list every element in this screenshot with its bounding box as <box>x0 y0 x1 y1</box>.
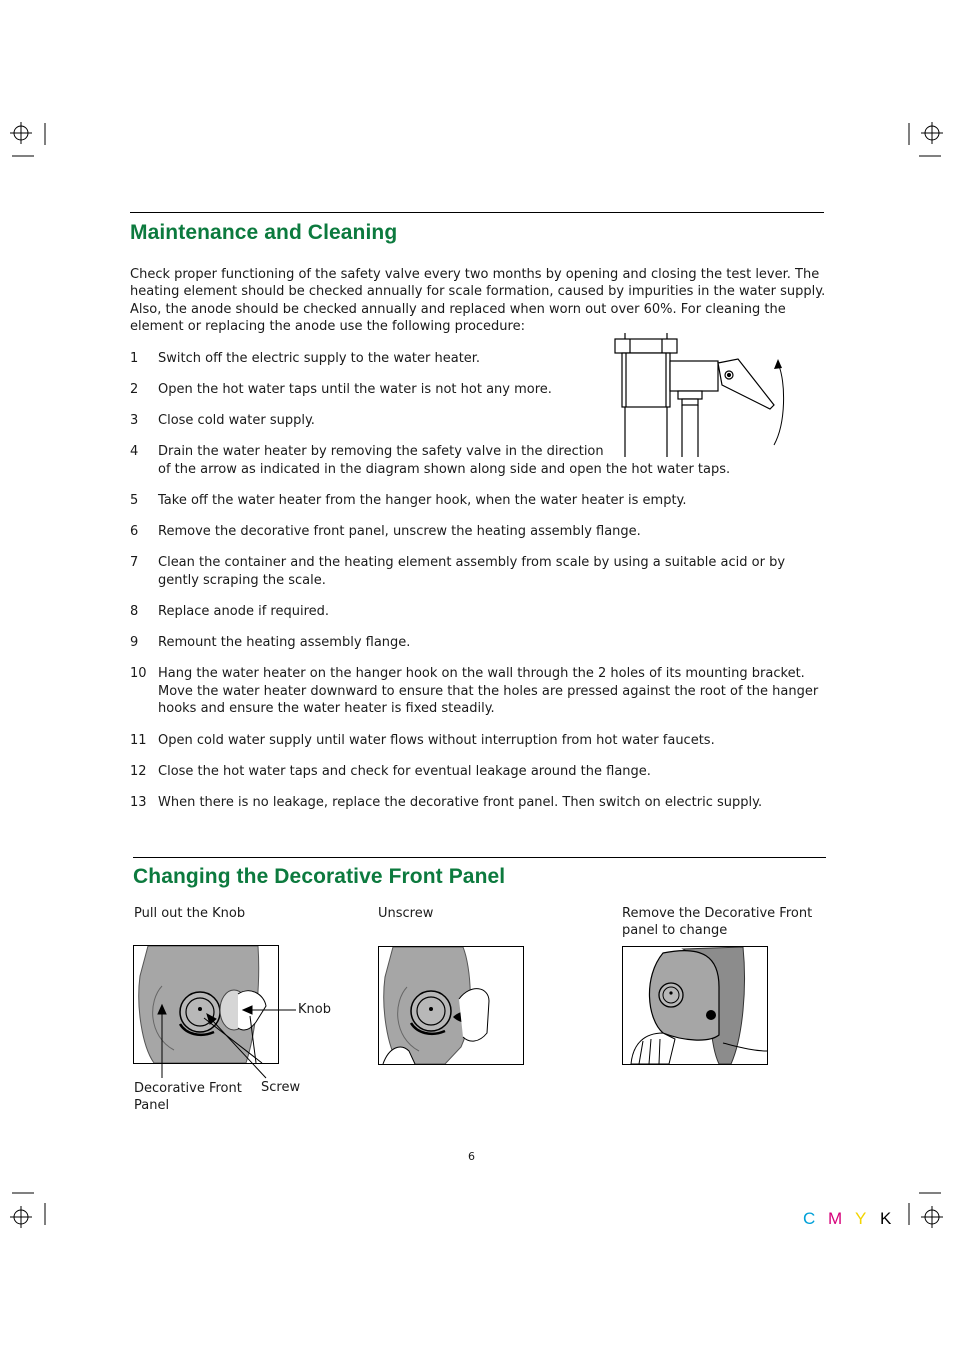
step-number: 12 <box>130 764 147 779</box>
step-item <box>130 634 826 652</box>
step-text: When there is no leakage, replace the decorative front panel. Then switch on electric supply. <box>158 795 763 810</box>
cmyk-y: Y <box>855 1209 867 1228</box>
section-title-front-panel: Changing the Decorative Front Panel <box>133 865 506 888</box>
step-number: 10 <box>130 666 147 681</box>
step-number: 2 <box>130 382 139 397</box>
step-text: Remove the decorative front panel, unscrew the heating assembly flange. <box>158 524 641 539</box>
step-item <box>130 554 826 589</box>
step-text: Close cold water supply. <box>158 413 315 428</box>
label-decorative-front-panel: Decorative Front Panel <box>134 1081 242 1114</box>
intro-paragraph: Check proper functioning of the safety valve every two months by opening and closing the test lever. The heating element should be checked annually for scale formation, caused by impurities in the water supply. Also, the anode should be checked annually and replaced when worn out over 60%. For cleaning the element or replacing the anode use the following procedure: <box>130 267 826 335</box>
step-text: Open the hot water taps until the water is not hot any more. <box>158 382 552 397</box>
caption-pull-knob: Pull out the Knob <box>134 906 246 921</box>
step-item <box>130 794 826 812</box>
step-text: Remount the heating assembly flange. <box>158 635 411 650</box>
cmyk-m: M <box>828 1209 843 1228</box>
step-text-line1: Drain the water heater by removing the safety valve in the direction <box>158 444 604 459</box>
arrow-icon <box>774 359 782 369</box>
step-number: 9 <box>130 635 139 650</box>
caption-unscrew: Unscrew <box>378 906 434 921</box>
step-number: 13 <box>130 795 147 810</box>
step-text-line2: of the arrow as indicated in the diagram shown along side and open the hot water taps. <box>158 461 731 477</box>
figure-unscrew <box>378 946 524 1065</box>
section-title-maintenance: Maintenance and Cleaning <box>130 221 398 244</box>
step-number: 7 <box>130 555 139 570</box>
step-item <box>130 492 826 510</box>
step-text: Take off the water heater from the hanger hook, when the water heater is empty. <box>158 493 687 508</box>
step-text: Hang the water heater on the hanger hook on the wall through the 2 holes of its mounting bracket. Move the water heater downward to ensure that the holes are pressed against the root of the hanger hooks and ensure the water heater is fixed steadily. <box>158 666 819 717</box>
step-text: Open cold water supply until water flows without interruption from hot water faucets. <box>158 733 715 748</box>
caption-remove-panel: Remove the Decorative Front panel to change <box>622 906 813 939</box>
step-item <box>130 763 826 781</box>
step-item <box>130 523 826 541</box>
step-item <box>130 732 826 750</box>
label-screw: Screw <box>261 1080 301 1095</box>
step-text: Close the hot water taps and check for eventual leakage around the flange. <box>158 764 651 779</box>
page-number: 6 <box>468 1150 475 1163</box>
label-knob: Knob <box>298 1002 331 1017</box>
arrow-icon <box>243 1006 252 1014</box>
section-divider <box>133 857 826 858</box>
safety-valve-diagram <box>610 333 790 457</box>
step-text: Switch off the electric supply to the water heater. <box>158 351 481 366</box>
step-item <box>130 665 826 718</box>
section-divider <box>130 212 824 213</box>
step-number: 3 <box>130 413 139 428</box>
step-number: 1 <box>130 351 139 366</box>
cmyk-k: K <box>880 1209 892 1228</box>
step-number: 4 <box>130 444 139 459</box>
step-item <box>130 603 826 621</box>
arrow-icon <box>158 1005 166 1014</box>
step-text: Clean the container and the heating element assembly from scale by using a suitable acid or by gently scraping the scale. <box>158 555 786 588</box>
step-number: 8 <box>130 604 139 619</box>
step-number: 5 <box>130 493 139 508</box>
figure-remove-panel <box>622 946 768 1065</box>
step-text: Replace anode if required. <box>158 604 330 619</box>
step-number: 11 <box>130 733 147 748</box>
cmyk-c: C <box>803 1209 816 1228</box>
step-number: 6 <box>130 524 139 539</box>
